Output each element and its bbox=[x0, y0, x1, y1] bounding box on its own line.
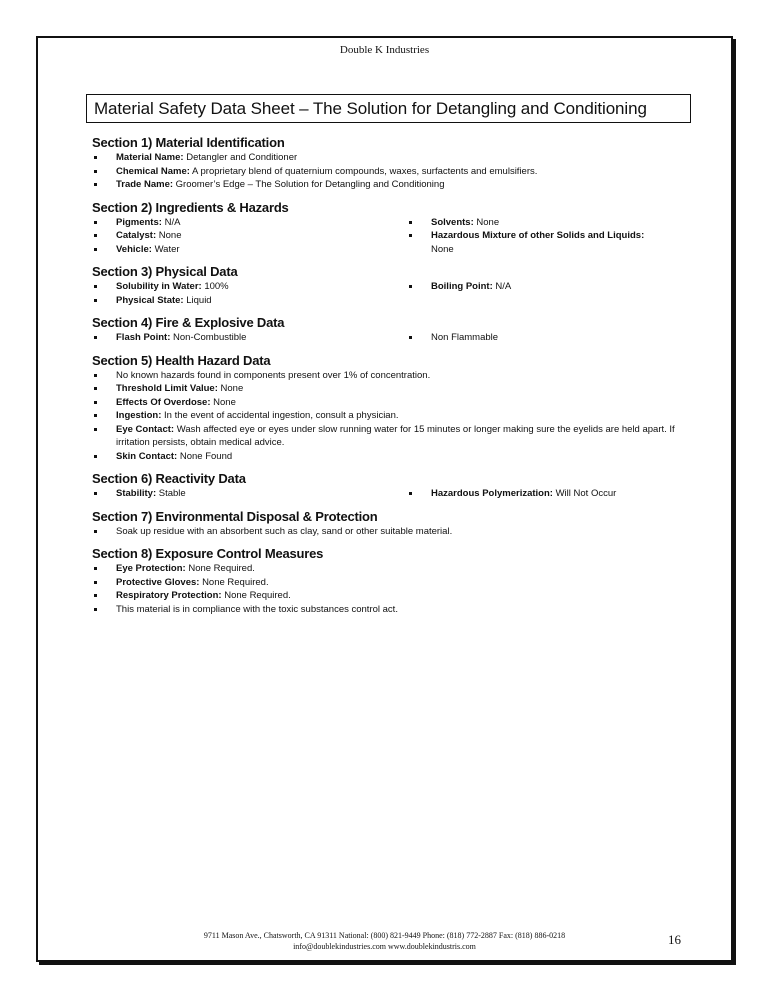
item-label: Eye Protection: bbox=[116, 563, 186, 574]
list-item bbox=[92, 589, 692, 603]
list-item bbox=[92, 294, 407, 308]
page-header: Double K Industries bbox=[339, 44, 430, 56]
section-6 bbox=[92, 471, 692, 501]
item-value: 100% bbox=[204, 281, 229, 292]
list-item bbox=[407, 229, 692, 256]
section-title: Section 5) Health Hazard Data bbox=[92, 352, 271, 368]
item-label: Material Name: bbox=[116, 152, 184, 163]
section-7 bbox=[92, 509, 692, 539]
list-item bbox=[92, 525, 692, 539]
item-label: Trade Name: bbox=[116, 179, 174, 190]
item-label: Effects Of Overdose: bbox=[116, 396, 211, 408]
item-list bbox=[92, 525, 692, 539]
item-label: Solubility in Water: bbox=[116, 281, 202, 292]
item-value: N/A bbox=[164, 216, 181, 228]
list-item bbox=[92, 576, 692, 590]
item-value: No known hazards found in components present over 1% of concentration. bbox=[116, 369, 431, 381]
item-label: Stability: bbox=[116, 488, 157, 499]
item-label: Pigments: bbox=[116, 216, 162, 228]
item-value: Stable bbox=[158, 488, 186, 499]
footer-contact: info@doublekindustries.com www.doublekindustris.com bbox=[293, 942, 476, 951]
two-column-list bbox=[92, 331, 692, 345]
item-list bbox=[92, 369, 692, 464]
left-column bbox=[92, 331, 407, 345]
item-value: Liquid bbox=[186, 294, 212, 306]
item-label: Flash Point: bbox=[116, 332, 171, 343]
list-item bbox=[92, 229, 407, 243]
item-value: In the event of accidental ingestion, consult a physician. bbox=[164, 410, 399, 421]
section-title: Section 6) Reactivity Data bbox=[92, 471, 246, 486]
list-item bbox=[92, 603, 692, 617]
section-title: Section 7) Environmental Disposal & Protection bbox=[92, 508, 378, 524]
list-item bbox=[92, 165, 692, 179]
item-value: Non-Combustible bbox=[173, 332, 247, 343]
section-title: Section 2) Ingredients & Hazards bbox=[92, 199, 289, 215]
document-title: Material Safety Data Sheet – The Solution for Detangling and Conditioning bbox=[86, 94, 691, 123]
item-value: Non Flammable bbox=[431, 332, 499, 343]
two-column-list bbox=[92, 280, 692, 307]
item-value: Detangler and Conditioner bbox=[186, 152, 298, 163]
item-label: Vehicle: bbox=[116, 243, 152, 255]
list-item bbox=[92, 409, 692, 423]
page-number: 16 bbox=[668, 932, 681, 947]
item-value: None bbox=[158, 230, 182, 241]
right-column bbox=[407, 280, 692, 307]
item-label: Skin Contact: bbox=[116, 450, 178, 462]
item-label: Ingestion: bbox=[116, 410, 162, 421]
item-list bbox=[92, 151, 692, 192]
two-column-list bbox=[92, 216, 692, 257]
section-4 bbox=[92, 315, 692, 345]
item-value: None bbox=[431, 243, 454, 255]
left-column bbox=[92, 216, 407, 257]
list-item bbox=[92, 243, 407, 257]
item-value: None Required. bbox=[202, 576, 269, 588]
item-value: A proprietary blend of quaternium compounds, waxes, surfactents and emulsifiers. bbox=[192, 165, 538, 177]
section-5 bbox=[92, 353, 692, 464]
item-value: This material is in compliance with the toxic substances control act. bbox=[116, 603, 398, 615]
section-title: Section 4) Fire & Explosive Data bbox=[92, 315, 285, 330]
list-item bbox=[407, 487, 692, 501]
left-column bbox=[92, 487, 407, 501]
item-label: Hazardous Mixture of other Solids and Liquids: bbox=[431, 230, 645, 241]
section-1 bbox=[92, 135, 692, 192]
list-item bbox=[92, 216, 407, 230]
item-label: Eye Contact: bbox=[116, 423, 175, 435]
page-footer bbox=[38, 930, 731, 952]
item-label: Chemical Name: bbox=[116, 165, 190, 177]
section-title: Section 8) Exposure Control Measures bbox=[92, 546, 324, 561]
item-label: Hazardous Polymerization: bbox=[431, 488, 553, 499]
section-title: Section 3) Physical Data bbox=[92, 264, 238, 279]
list-item bbox=[92, 487, 407, 501]
right-column bbox=[407, 487, 692, 501]
item-value: None bbox=[476, 216, 500, 228]
item-value: Water bbox=[154, 243, 180, 255]
section-2 bbox=[92, 200, 692, 257]
item-value: Soak up residue with an absorbent such as clay, sand or other suitable material. bbox=[116, 525, 453, 537]
item-value: None bbox=[213, 396, 236, 408]
two-column-list bbox=[92, 487, 692, 501]
list-item bbox=[92, 369, 692, 383]
item-value: None Required. bbox=[224, 590, 291, 601]
item-label: Boiling Point: bbox=[431, 281, 493, 292]
item-value: None Found bbox=[179, 450, 233, 462]
left-column bbox=[92, 280, 407, 307]
item-list bbox=[92, 562, 692, 616]
item-value: Groomer’s Edge – The Solution for Detangling and Conditioning bbox=[175, 179, 445, 190]
section-3 bbox=[92, 264, 692, 307]
list-item bbox=[92, 562, 692, 576]
document-page bbox=[36, 36, 733, 962]
item-label: Protective Gloves: bbox=[116, 576, 200, 588]
item-label: Solvents: bbox=[431, 216, 474, 228]
list-item bbox=[407, 280, 692, 294]
list-item bbox=[92, 178, 692, 192]
list-item bbox=[92, 331, 407, 345]
right-column bbox=[407, 216, 692, 257]
footer-address: 9711 Mason Ave., Chatsworth, CA 91311 National: (800) 821-9449 Phone: (818) 772-2887 Fax: (818) 886-0218 bbox=[203, 931, 566, 940]
item-label: Respiratory Protection: bbox=[116, 590, 222, 601]
list-item bbox=[407, 331, 692, 345]
list-item bbox=[92, 382, 692, 396]
item-value: None bbox=[220, 383, 244, 394]
item-label: Catalyst: bbox=[116, 230, 157, 241]
list-item bbox=[92, 450, 692, 464]
list-item bbox=[92, 280, 407, 294]
item-value: Wash affected eye or eyes under slow running water for 15 minutes or longer making sure the eyelids are held apart. If irritation persists, obtain medical advice. bbox=[116, 423, 675, 448]
list-item bbox=[92, 151, 692, 165]
item-value: N/A bbox=[495, 281, 512, 292]
document-body bbox=[92, 135, 692, 624]
list-item bbox=[92, 423, 692, 450]
item-label: Threshold Limit Value: bbox=[116, 383, 218, 394]
right-column bbox=[407, 331, 692, 345]
item-value: Will Not Occur bbox=[555, 488, 617, 499]
section-8 bbox=[92, 546, 692, 616]
item-label: Physical State: bbox=[116, 294, 184, 306]
list-item bbox=[92, 396, 692, 410]
item-value: None Required. bbox=[188, 563, 255, 574]
list-item bbox=[407, 216, 692, 230]
section-title: Section 1) Material Identification bbox=[92, 135, 285, 150]
